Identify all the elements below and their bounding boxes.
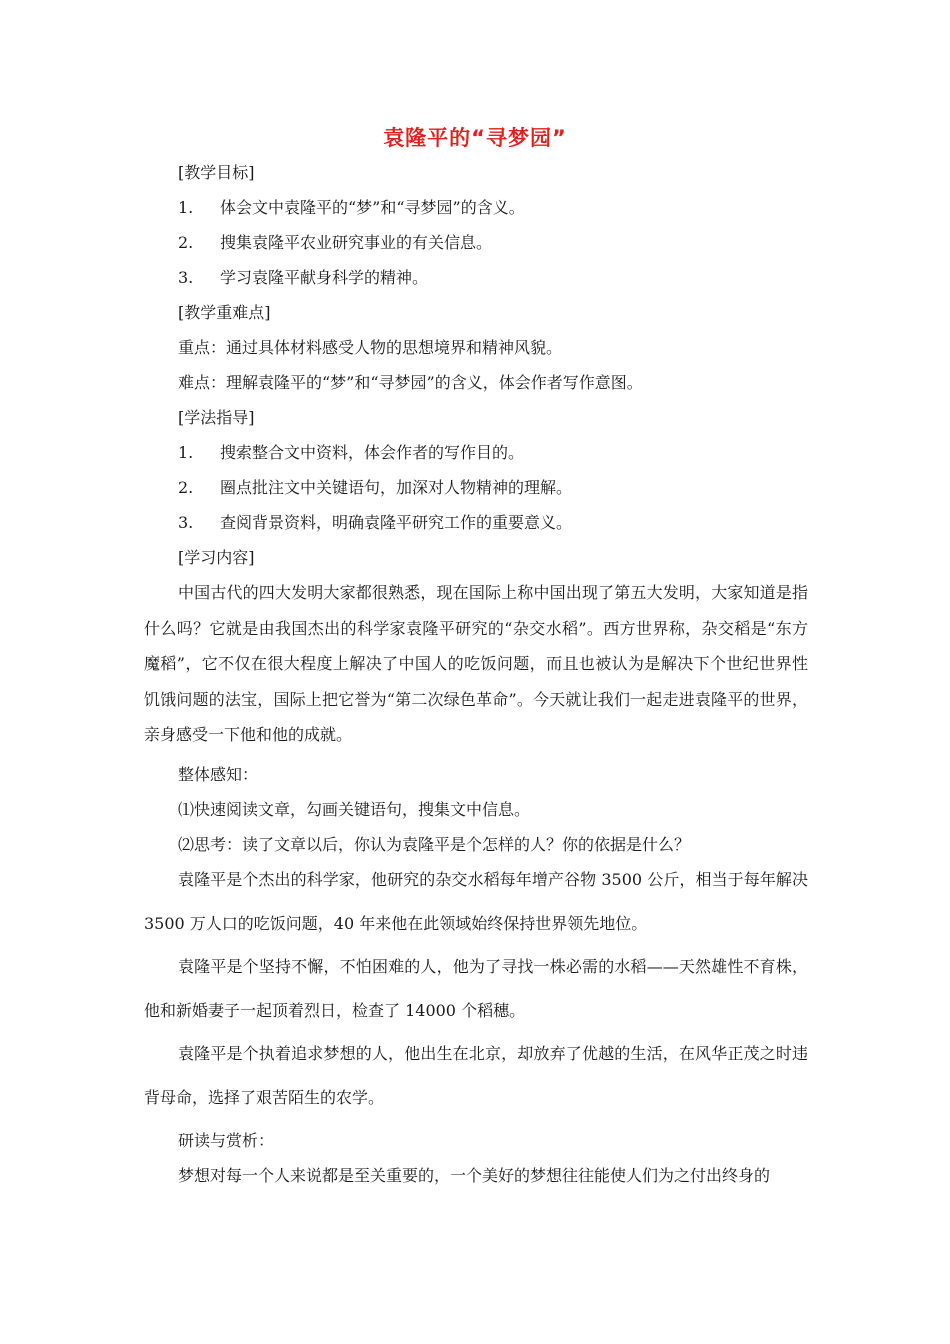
difficulty-text: 难点：理解袁隆平的“梦”和“寻梦园”的含义，体会作者写作意图。	[178, 373, 643, 392]
task-2: ⑵思考：读了文章以后，你认为袁隆平是个怎样的人？你的依据是什么？	[178, 834, 691, 854]
objective-text: 搜集袁隆平农业研究事业的有关信息。	[220, 233, 493, 252]
objectives-header: [教学目标]	[178, 163, 255, 182]
objective-text: 体会文中袁隆平的“梦”和“寻梦园”的含义。	[220, 198, 525, 217]
guide-number: 2.	[178, 478, 194, 497]
guide-item	[144, 510, 808, 545]
study-paragraph: 梦想对每一个人来说都是至关重要的，一个美好的梦想往往能使人们为之付出终身的	[178, 1165, 771, 1185]
objective-text: 学习袁隆平献身科学的精神。	[220, 268, 429, 287]
task-1: ⑴快速阅读文章，勾画关键语句，搜集文中信息。	[178, 799, 531, 819]
overall-header: 整体感知：	[178, 764, 259, 784]
guide-item	[144, 475, 808, 510]
answer-paragraph-3: 袁隆平是个执着追求梦想的人，他出生在北京，却放弃了优越的生活，在风华正茂之时违背母命，选择了艰苦陌生的农学。	[144, 1043, 808, 1107]
keypoints-header: [教学重难点]	[178, 303, 271, 322]
document-body	[144, 160, 808, 1202]
intro-paragraph: 中国古代的四大发明大家都很熟悉，现在国际上称中国出现了第五大发明，大家知道是指什么吗？它就是由我国杰出的科学家袁隆平研究的“杂交水稻”。西方世界称，杂交稻是“东方魔稻”，它不仅在很大程度上解决了中国人的吃饭问题，而且也被认为是解决下个世纪世界性饥饿问题的法宝，国际上把它誉为“第二次绿色革命”。今天就让我们一起走进袁隆平的世界，亲身感受一下他和他的成就。	[144, 583, 808, 744]
content-header: [学习内容]	[178, 548, 255, 567]
guide-number: 3.	[178, 513, 194, 532]
guide-text: 圈点批注文中关键语句，加深对人物精神的理解。	[220, 478, 573, 497]
guide-item	[144, 440, 808, 475]
answer-paragraph-1: 袁隆平是个杰出的科学家，他研究的杂交水稻每年增产谷物 3500 公斤，相当于每年解决 3500 万人口的吃饭问题，40 年来他在此领域始终保持世界领先地位。	[144, 869, 808, 933]
objective-number: 2.	[178, 233, 194, 252]
guide-text: 查阅背景资料，明确袁隆平研究工作的重要意义。	[220, 513, 573, 532]
keypoint-text: 重点：通过具体材料感受人物的思想境界和精神风貌。	[178, 338, 563, 357]
guide-text: 搜索整合文中资料，体会作者的写作目的。	[220, 443, 525, 462]
objective-item	[144, 230, 808, 265]
objective-item	[144, 195, 808, 230]
document-title: 袁隆平的“寻梦园”	[383, 126, 567, 150]
objective-number: 1.	[178, 198, 194, 217]
objective-number: 3.	[178, 268, 194, 287]
guide-number: 1.	[178, 443, 194, 462]
objective-item	[144, 265, 808, 300]
study-header: 研读与赏析：	[178, 1130, 275, 1150]
answer-paragraph-2: 袁隆平是个坚持不懈，不怕困难的人，他为了寻找一株必需的水稻——天然雄性不育株，他和新婚妻子一起顶着烈日，检查了 14000 个稻穗。	[144, 956, 808, 1020]
guide-header: [学法指导]	[178, 408, 255, 427]
